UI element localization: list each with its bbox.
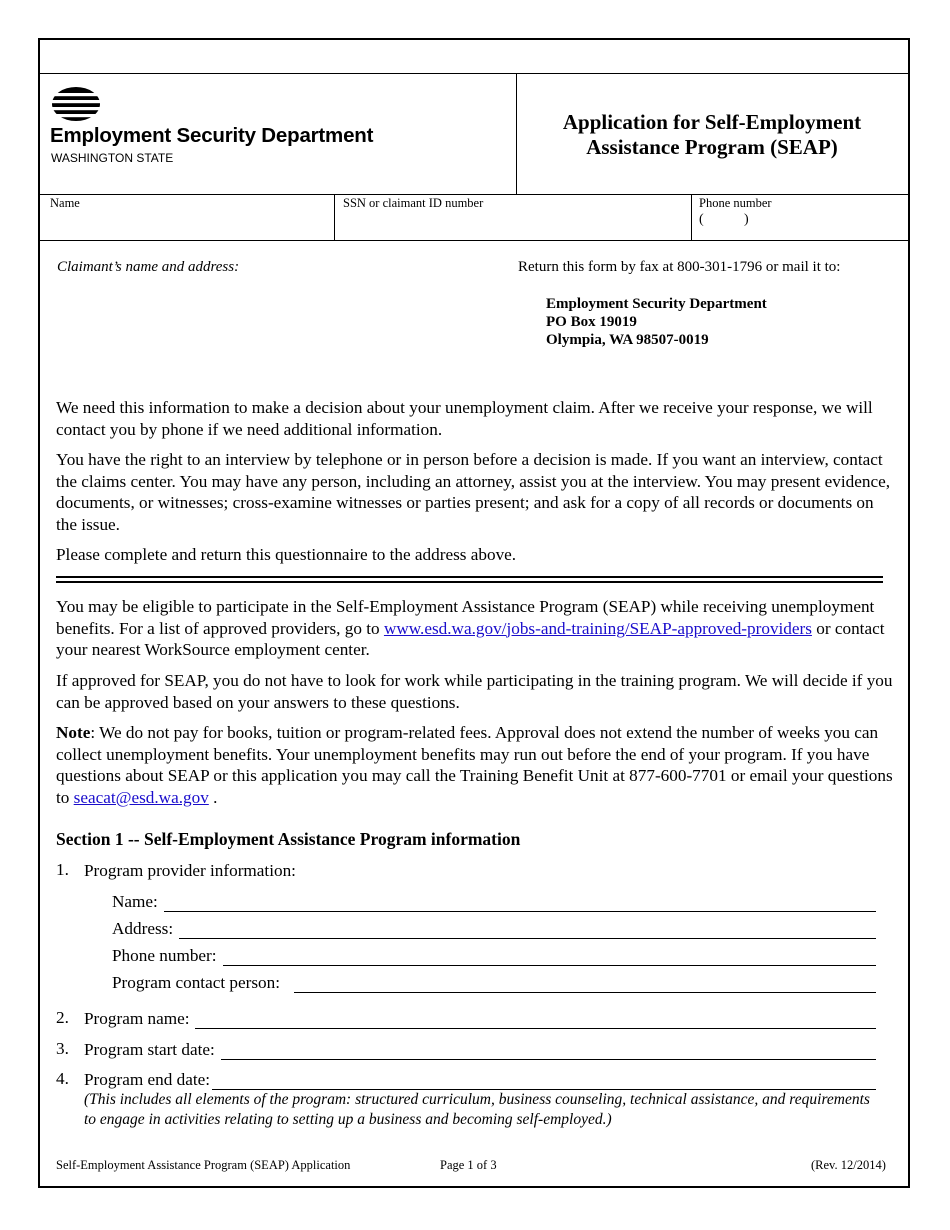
- seap-paragraph-1: [56, 596, 896, 661]
- note-text: : We do not pay for books, tuition or program-related fees. Approval does not extend the number of weeks you can collect unemployment benefits. Your unemployment benefits may run out before the end of your program. If you have questions about SEAP or this application you may call the Training Benefit Unit at 877-600-7701 or email your questions to: [56, 723, 893, 807]
- intro-paragraph-3: Please complete and return this questionnaire to the address above.: [56, 545, 517, 564]
- provider-contact-label: Program contact person:: [112, 973, 281, 992]
- title-line-1: Application for Self-Employment: [562, 110, 862, 134]
- provider-name-row: [112, 891, 876, 912]
- question-4-number: 4.: [56, 1069, 69, 1088]
- question-1-text: Program provider information:: [84, 861, 296, 880]
- mailing-address-line-3: Olympia, WA 98507-0019: [546, 332, 709, 348]
- footer-page-number: Page 1 of 3: [440, 1158, 497, 1172]
- program-name-row: [84, 1008, 876, 1029]
- id-row-divider-2: [691, 194, 692, 241]
- note-paragraph: [56, 722, 896, 808]
- note-end: .: [208, 787, 218, 807]
- provider-phone-label: Phone number:: [112, 946, 217, 965]
- footer-form-name: Self-Employment Assistance Program (SEAP) Application: [56, 1158, 351, 1172]
- provider-address-field[interactable]: [179, 922, 876, 939]
- double-rule-bottom: [56, 581, 883, 583]
- note-label: Note: [56, 723, 91, 742]
- ssn-field-label: SSN or claimant ID number: [343, 196, 484, 210]
- approved-providers-link[interactable]: www.esd.wa.gov/jobs-and-training/SEAP-approved-providers: [383, 618, 812, 638]
- provider-contact-row: [112, 972, 876, 993]
- program-start-field[interactable]: [221, 1043, 876, 1060]
- provider-name-field[interactable]: [164, 895, 876, 912]
- return-instructions: Return this form by fax at 800-301-1796 or mail it to:: [518, 259, 841, 275]
- phone-area-open: (: [699, 212, 704, 227]
- title-line-2: Assistance Program (SEAP): [586, 135, 838, 159]
- question-1-label: [84, 860, 296, 881]
- program-end-row: [84, 1069, 876, 1090]
- provider-address-row: [112, 918, 876, 939]
- mailing-address-line-2: PO Box 19019: [546, 314, 637, 330]
- program-end-label: Program end date:: [84, 1070, 211, 1089]
- program-name-label: Program name:: [84, 1009, 190, 1028]
- seap-paragraph-1-end: or contact your nearest WorkSource employment center.: [56, 618, 885, 659]
- esd-logo-icon: [50, 86, 102, 127]
- header-top-rule: [40, 73, 908, 74]
- id-row-divider-1: [334, 194, 335, 241]
- intro-paragraph-1: We need this information to make a decision about your unemployment claim. After we receive your response, we will contact you by phone if we need additional information.: [56, 398, 873, 439]
- intro-paragraph-2: You have the right to an interview by telephone or in person before a decision is made. If you want an interview, contact the claims center. You may have any person, including an attorney, assist you at the interview. You may present evidence, documents, or witnesses; cross-examine witnesses or parties present; and ask for a copy of all records or documents on the issue.: [56, 450, 891, 534]
- id-row-bottom-rule: [40, 240, 908, 241]
- question-2-number: 2.: [56, 1008, 69, 1027]
- name-field-label: Name: [50, 196, 80, 210]
- double-rule-top: [56, 576, 883, 578]
- program-start-label: Program start date:: [84, 1040, 215, 1059]
- header-bottom-rule: [40, 194, 908, 195]
- question-1-number: 1.: [56, 860, 69, 879]
- seacat-email-link[interactable]: seacat@esd.wa.gov: [73, 787, 209, 807]
- program-end-field[interactable]: [212, 1073, 876, 1090]
- section-1-heading: Section 1 -- Self-Employment Assistance Program information: [56, 829, 521, 849]
- provider-phone-field[interactable]: [223, 949, 876, 966]
- mailing-address-line-1: Employment Security Department: [546, 296, 767, 312]
- phone-area-close: ): [744, 212, 749, 227]
- page-title: [518, 110, 906, 160]
- program-start-row: [84, 1039, 876, 1060]
- org-name: Employment Security Department: [50, 124, 374, 147]
- seap-paragraph-1-text: You may be eligible to participate in the Self-Employment Assistance Program (SEAP) while receiving unemployment benefits. For a list of approved providers, go to: [56, 597, 875, 638]
- provider-name-label: Name:: [112, 892, 158, 911]
- question-3-number: 3.: [56, 1039, 69, 1058]
- claimant-address-label: Claimant’s name and address:: [57, 259, 240, 275]
- phone-field-label: Phone number: [699, 196, 772, 210]
- seap-paragraph-2: If approved for SEAP, you do not have to look for work while participating in the training program. We will decide if you can be approved based on your answers to these questions.: [56, 671, 893, 712]
- org-state: WASHINGTON STATE: [51, 151, 174, 165]
- program-name-field[interactable]: [195, 1012, 876, 1029]
- provider-phone-row: [112, 945, 876, 966]
- header-divider: [516, 73, 517, 194]
- provider-contact-field[interactable]: [294, 976, 876, 993]
- footer-revision: (Rev. 12/2014): [811, 1158, 886, 1172]
- program-elements-note: (This includes all elements of the program: structured curriculum, business counseling, technical assistance, and requirements to engage in activities relating to setting up a business and becoming self-employed.): [84, 1091, 870, 1128]
- mailing-address: [546, 295, 767, 349]
- provider-address-label: Address:: [112, 919, 174, 938]
